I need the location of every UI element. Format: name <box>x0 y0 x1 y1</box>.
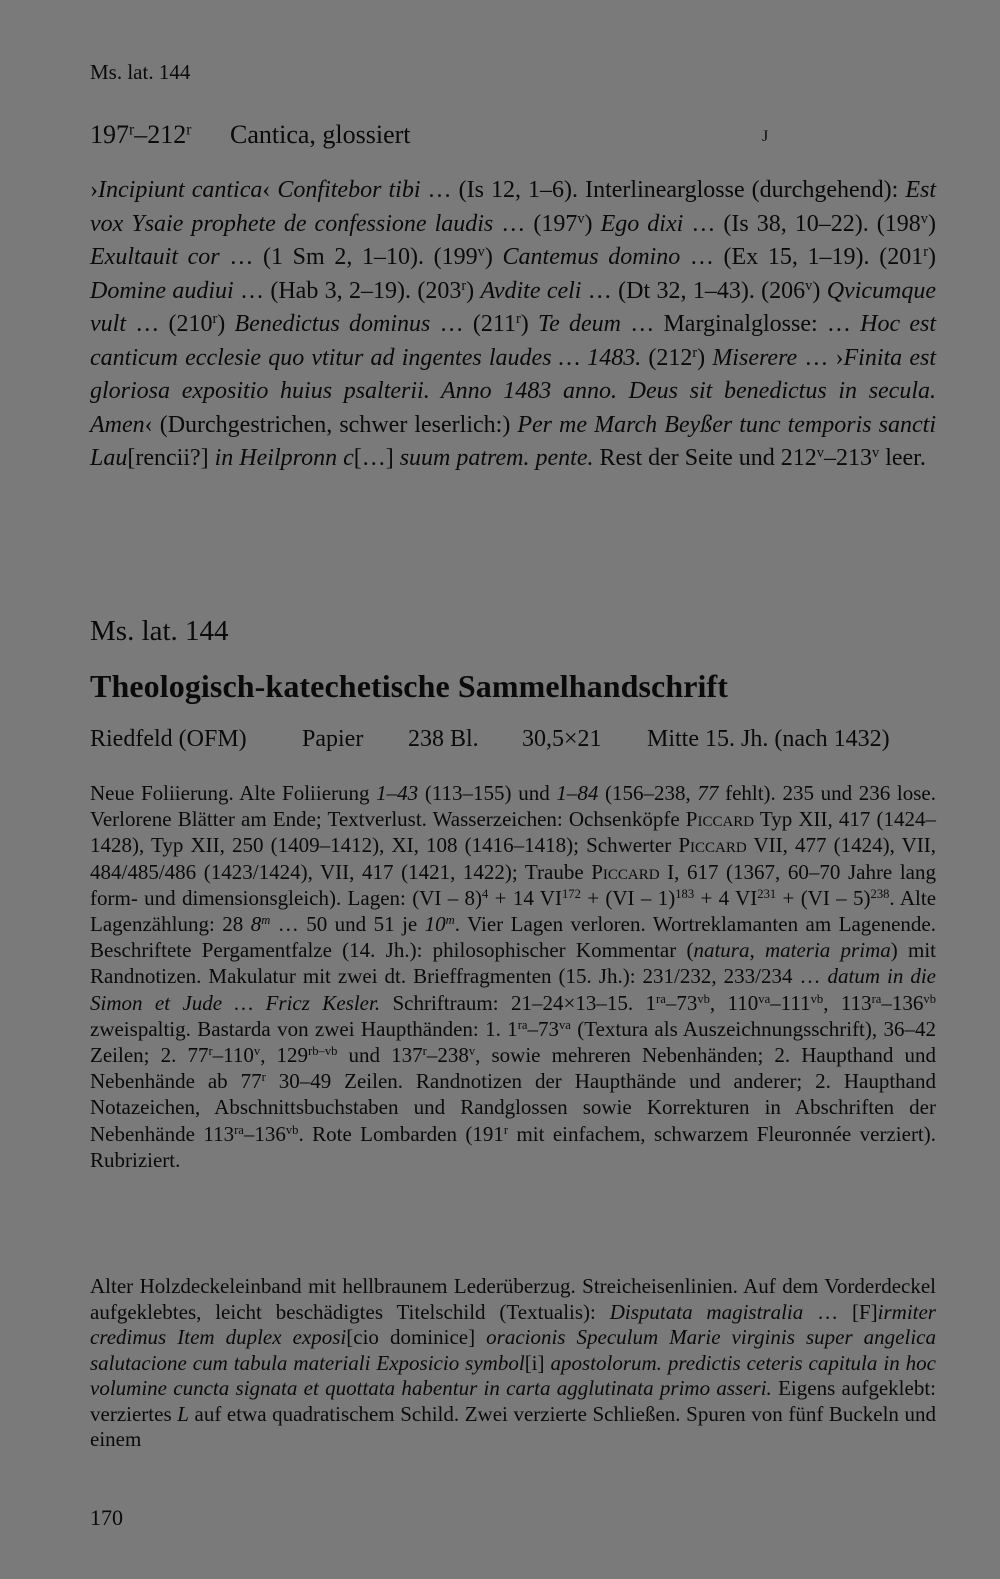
section-heading <box>90 120 411 150</box>
page-number: 170 <box>90 1505 123 1530</box>
section-folio-range: 197$^r$–212$^r$ <box>90 120 192 149</box>
cantica-description: ›Incipiunt cantica‹ Confitebor tibi … (Is 12, 1–6). Interlinearglosse (durchgehend): Est vox Ysaie prophete de confessione laudis … (197$^v$) Ego dixi … (Is 38, 10–22). (198$^v$) Exultauit cor … (1 Sm 2, 1–10). (199$^v$) Cantemus domino … (Ex 15, 1–19). (201$^r$) Domine audiui … (Hab 3, 2–19). (203$^r$) Avdite celi … (Dt 32, 1–43). (206$^v$) Qvicumque vult … (210$^r$) Benedictus dominus … (211$^r$) Te deum … Marginalglosse: … Hoc est canticum ecclesie quo vtitur ad ingentes laudes … 1483. (212$^r$) Miserere … ›Finita est gloriosa expositio huius psalterii. Anno 1483 anno. Deus sit benedictus in secula. Amen‹ (Durchgestrichen, schwer leserlich:) Per me March Beyßer tunc temporis sancti Lau[rencii?] in Heilpronn c[…] suum patrem. pente. Rest der Seite und 212$^v$–213$^v$ leer. <box>90 177 937 471</box>
running-head: Ms. lat. 144 <box>90 60 191 84</box>
meta-leaves: 238 Bl. <box>408 726 479 752</box>
meta-format: 30,5×21 <box>522 726 602 752</box>
manuscript-shelfmark: Ms. lat. 144 <box>90 615 229 647</box>
margin-mark: J <box>762 128 769 145</box>
codicological-description: Neue Foliierung. Alte Foliierung 1–43 (113–155) und 1–84 (156–238, 77 fehlt). 235 und 236 lose. Verlorene Blätter am Ende; Textverlust. Wasserzeichen: Ochsenköpfe Piccard Typ XII, 417 (1424–1428), Typ XII, 250 (1409–1412), XI, 108 (1416–1418); Schwerter Piccard VII, 477 (1424), VII, 484/485/486 (1423/1424), VII, 417 (1421, 1422); Traube Piccard I, 617 (1367, 60–70 Jahre lang form- und dimensionsgleich). Lagen: (VI – 8)$^4$ + 14 $VI^{172} + (VI - 1)^{183} + 4$ $VI^{231} + (VI - 5)^{238}$. Alte Lagenzählung: 28 8$^m$ … 50 und 51 je 10$^m$. Vier Lagen verloren. Wortreklamanten am Lagenende. Beschriftete Pergamentfalze (14. Jh.): philosophischer Kommentar (natura, materia prima) mit Randnotizen. Makulatur mit zwei dt. Brieffragmenten (15. Jh.): 231/232, 233/234 … datum in die Simon et Jude … Fricz Kesler. Schriftraum: 21–24×13–15. $1^{ra}-73^{vb}$, $110^{va}-111^{vb}$, $113^{ra}-136^{vb}$ zweispaltig. Bastarda von zwei Haupthänden: 1. $1^{ra}-73^{va}$ (Textura als Auszeichnungsschrift), 36–42 Zeilen; 2. 77$^r$–110$^v$, $129^{rb-vb}$ und 137$^r$–238$^v$, sowie mehreren Nebenhänden; 2. Haupthand und Nebenhände ab 77$^r$ 30–49 Zeilen. Randnotizen der Haupthände und anderer; 2. Haupthand Notazeichen, Abschnittsbuchstaben und Randglossen sowie Korrekturen in Abschriften der Nebenhände $113^{ra}-136^{vb}$. Rote Lombarden (191$^r$ mit einfachem, schwarzem Fleuronnée verziert). Rubriziert. <box>90 781 937 1172</box>
binding-description: Alter Holzdeckeleinband mit hellbraunem Lederüberzug. Streicheisenlinien. Auf dem Vorderdeckel aufgeklebtes, leicht beschädigtes Titelschild (Textualis): Disputata magistralia … [F]irmiter credimus Item duplex exposi[cio dominice] oracionis Speculum Marie virginis super angelica salutacione cum tabula materiali Exposicio symbol[i] apostolorum. predictis ceteris capitula in hoc volumine cuncta signata et quottata habentur in carta agglutinata primo asseri. Eigens aufgeklebt: verziertes L auf etwa quadratischem Schild. Zwei verzierte Schließen. Spuren von fünf Buckeln und einem <box>90 1274 936 1451</box>
meta-material: Papier <box>302 726 364 752</box>
meta-origin: Riedfeld (OFM) <box>90 726 247 752</box>
manuscript-title: Theologisch-katechetische Sammelhandschrift <box>90 668 729 704</box>
meta-date: Mitte 15. Jh. (nach 1432) <box>647 726 890 752</box>
section-title: Cantica, glossiert <box>230 120 411 149</box>
